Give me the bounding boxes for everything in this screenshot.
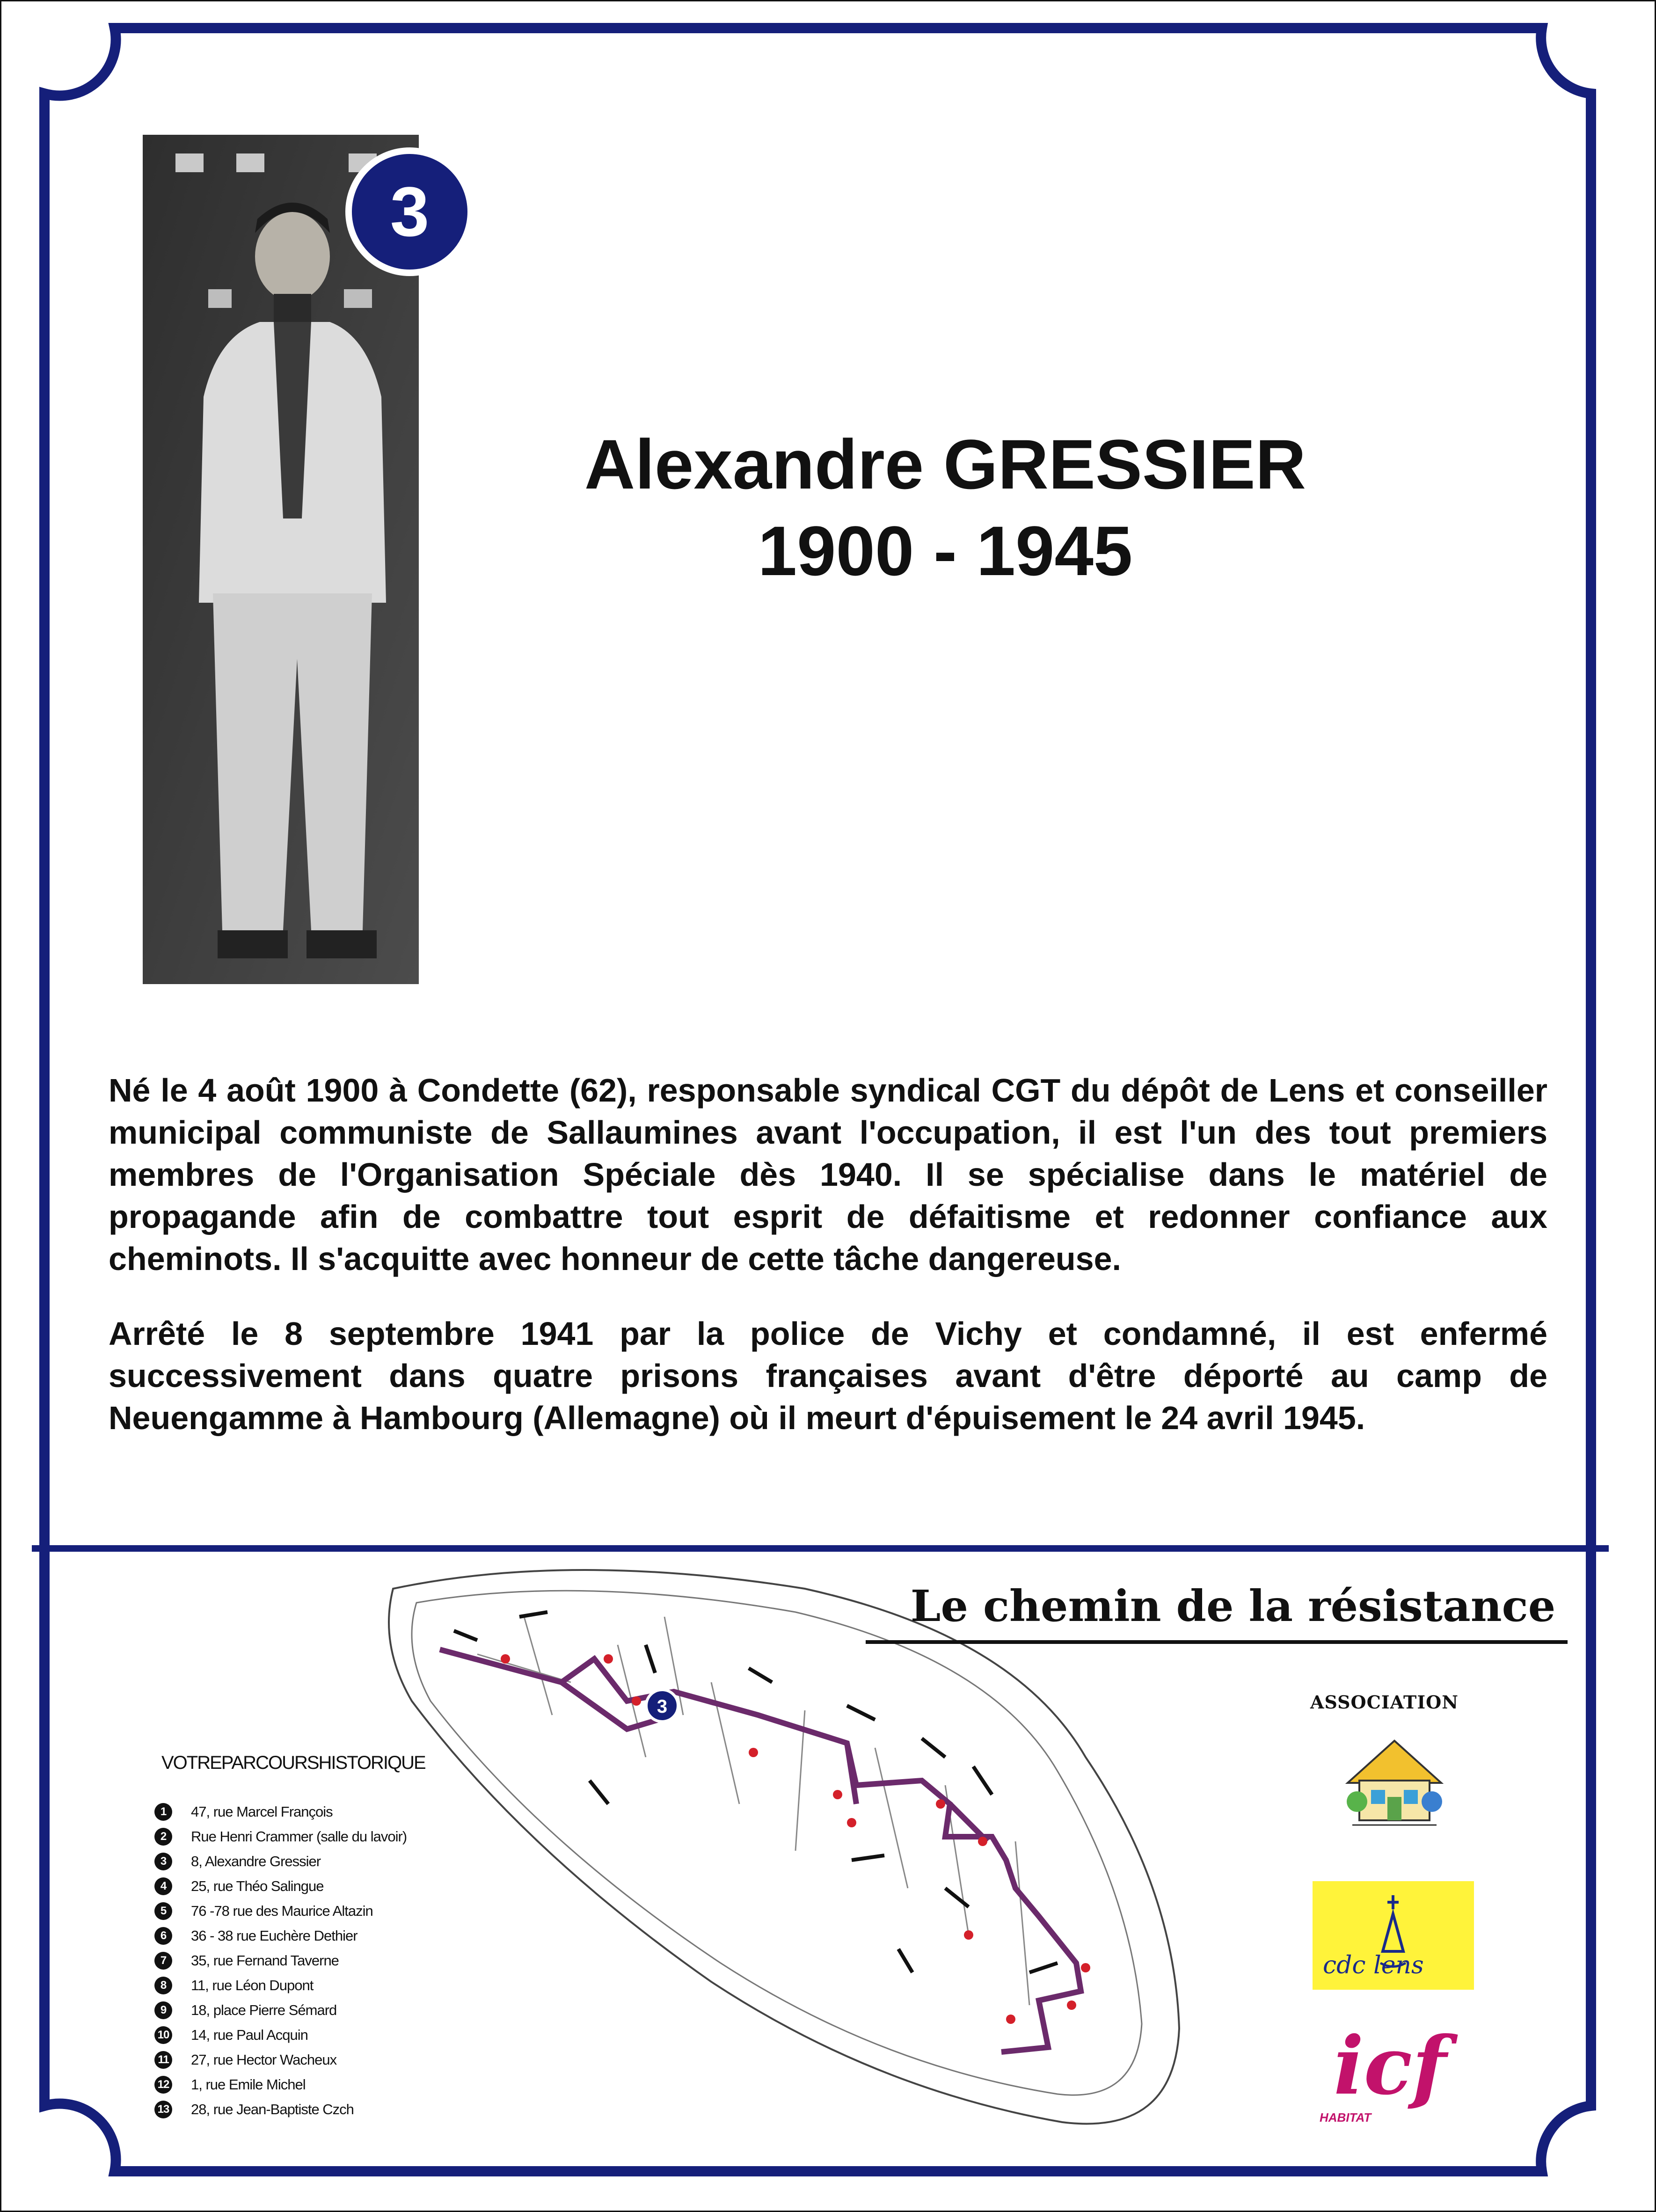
legend-number: 13 xyxy=(154,2101,172,2118)
legend-item xyxy=(154,2072,407,2097)
legend-item xyxy=(154,1898,407,1923)
legend-number: 4 xyxy=(154,1877,172,1895)
legend-label: 27, rue Hector Wacheux xyxy=(191,2051,337,2068)
legend-item xyxy=(154,2022,407,2047)
legend-label: 11, rue Léon Dupont xyxy=(191,1977,314,1993)
icf-logo-subtext: HABITAT xyxy=(1320,2110,1371,2124)
association-label: ASSOCIATION xyxy=(1310,1692,1459,1713)
stop-number-badge: 3 xyxy=(345,147,474,276)
section-divider xyxy=(32,1545,1609,1552)
cdc-lens-logo xyxy=(1313,1881,1474,1990)
legend-label: 14, rue Paul Acquin xyxy=(191,2026,308,2043)
route-title: Le chemin de la résistance xyxy=(910,1581,1556,1631)
icf-logo-text: icf xyxy=(1334,2019,1447,2113)
legend-label: 25, rue Théo Salingue xyxy=(191,1877,324,1894)
legend-number: 6 xyxy=(154,1927,172,1945)
legend-item xyxy=(154,1948,407,1973)
legend-item xyxy=(154,1998,407,2022)
legend-item xyxy=(154,2047,407,2072)
legend-number: 7 xyxy=(154,1952,172,1970)
legend-number: 10 xyxy=(154,2026,172,2044)
legend-label: 28, rue Jean-Baptiste Czch xyxy=(191,2101,354,2117)
legend-item xyxy=(154,1923,407,1948)
legend-label: 36 - 38 rue Euchère Dethier xyxy=(191,1927,357,1944)
legend-number: 12 xyxy=(154,2076,172,2094)
legend-label: 18, place Pierre Sémard xyxy=(191,2001,337,2018)
map-current-marker: 3 xyxy=(657,1696,668,1717)
person-dates: 1900 - 1945 xyxy=(758,511,1133,590)
legend-number: 9 xyxy=(154,2001,172,2019)
legend-label: 76 -78 rue des Maurice Altazin xyxy=(191,1902,373,1919)
person-name: Alexandre GRESSIER xyxy=(584,425,1306,504)
route-title-underline xyxy=(866,1640,1568,1644)
biography-paragraph-2: Arrêté le 8 septembre 1941 par la police de Vichy et condamné, il est enfermé successivement dans quatre prisons françaises avant d'être déporté au camp de Neuengamme à Hambourg (Allemagne) où il meurt d'épuisement le 24 avril 1945. xyxy=(109,1315,1547,1436)
legend-number: 1 xyxy=(154,1803,172,1821)
legend-number: 3 xyxy=(154,1853,172,1870)
legend-item xyxy=(154,1799,407,1824)
legend-item xyxy=(154,1874,407,1898)
legend-label: Rue Henri Crammer (salle du lavoir) xyxy=(191,1828,407,1845)
legend-item xyxy=(154,1824,407,1849)
person-title xyxy=(468,421,1423,594)
icf-habitat-logo xyxy=(1315,2017,1474,2134)
legend-number: 5 xyxy=(154,1902,172,1920)
legend-label: 35, rue Fernand Taverne xyxy=(191,1952,339,1969)
association-house-logo xyxy=(1338,1731,1451,1830)
legend-number: 2 xyxy=(154,1828,172,1846)
legend-label: 1, rue Emile Michel xyxy=(191,2076,306,2093)
legend-item xyxy=(154,1849,407,1874)
legend-title: VOTREPARCOURSHISTORIQUE xyxy=(161,1752,425,1773)
legend-label: 47, rue Marcel François xyxy=(191,1803,333,1820)
biography-paragraph-1: Né le 4 août 1900 à Condette (62), responsable syndical CGT du dépôt de Lens et conseiller municipal communiste de Sallaumines avant l'occupation, il est l'un des tout premiers membres de l'Organisation Spéciale dès 1940. Il se spécialise dans le matériel de propagande afin de combattre tout esprit de défaitisme et redonner confiance aux cheminots. Il s'acquitte avec honneur de cette tâche dangereuse. xyxy=(109,1072,1547,1277)
legend-item xyxy=(154,1973,407,1998)
route-legend xyxy=(154,1799,407,2122)
legend-number: 11 xyxy=(154,2051,172,2069)
cdc-lens-logo-text: cdc lens xyxy=(1323,1951,1424,1979)
legend-label: 8, Alexandre Gressier xyxy=(191,1853,321,1869)
route-map xyxy=(384,1561,1189,2136)
legend-number: 8 xyxy=(154,1977,172,1994)
legend-item xyxy=(154,2097,407,2122)
